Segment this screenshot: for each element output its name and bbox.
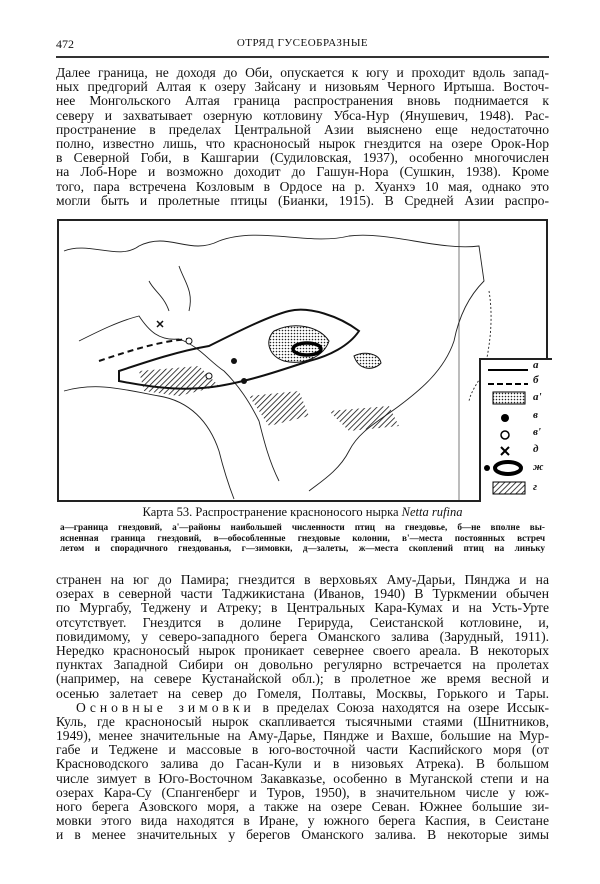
text-line: ного берега Азовского моря, а также на озере Севан. Южнее большие зи- (56, 799, 549, 814)
text-line: мовки этого вида находятся в Иране, у южного берега Каспия, в Сеистане (56, 813, 549, 829)
legend-label: ж (533, 461, 544, 473)
map-legend (479, 358, 552, 502)
page-number: 472 (56, 37, 74, 51)
legend-label: а (533, 359, 539, 371)
text-line: повидимому, у северо-западного берега Оманского залива (Зарудный, 1911). (56, 628, 549, 644)
text-line: пространение в пределах Центральной Азии выяснено еще недостаточно (56, 121, 549, 137)
wintering-area (139, 366, 219, 396)
text-line: северу и захватывает озерную котловину Убса-Нур (Янушевич, 1948). Рас- (56, 107, 549, 123)
text-line: габе и Теджене и массовые в юго-восточной части Каспийского моря (от (56, 742, 549, 758)
text-line: в Северной Гоби, в Кашгарии (Судиловская, 1937), особенно многочислен (56, 150, 549, 166)
coastline-africa (64, 387, 234, 499)
text-line: (например, на севере Кустанайской обл.); в пролетное же время весной и (56, 671, 549, 687)
text-line: полно, известно лишь, что красноносый нырок гнездится на озере Орок-Нор (56, 135, 549, 151)
text-line: Куль, где красноносый нырок скапливается тысячными стаями (Шнитников, (56, 713, 549, 729)
text-span: в пределах Союза находятся на озере Иссык- (254, 699, 549, 715)
text-line: числе зимует в Юго-Восточном Закавказье, особенно в Муганской степи и на (56, 770, 549, 786)
coastline-north (64, 235, 484, 491)
legend-symbols (483, 362, 533, 502)
vagrant-cross (157, 321, 163, 327)
legend-label: д (533, 443, 539, 455)
wintering-area (329, 406, 399, 431)
high-density-area (354, 353, 381, 368)
map-caption-title (60, 505, 545, 520)
header-rule (56, 56, 549, 58)
stippled-area-icon (493, 392, 525, 404)
text-line (56, 701, 549, 715)
text-line: странен на юг до Памира; гнездится в верховьях Аму-Дарьи, Пянджа и на (56, 572, 549, 587)
ring-icon (495, 462, 521, 474)
occurrence-circle (186, 338, 192, 344)
text-line: пунктах Западной Сибири он довольно регулярно встречается на пролетах (56, 657, 549, 673)
dot-icon (484, 465, 490, 471)
text-line: озерах Кара-Су (Спангенберг и Туров, 1950), в значительном числе у юж- (56, 784, 549, 800)
legend-label: г (533, 481, 538, 493)
legend-label: б (533, 374, 539, 386)
caption-line: ясненная граница гнездовий, в—обособленные гнездовые колонии, в'—места постоянных встреч (60, 532, 545, 543)
running-title: ОТРЯД ГУСЕОБРАЗНЫЕ (236, 37, 369, 49)
text-line: Красноводского залива до Гасан-Кули и в низовьях Атрека). В большом (56, 756, 549, 772)
open-circle-icon (501, 431, 509, 439)
text-line: нее Монгольского Алтая граница распространения вновь поднимается к (56, 93, 549, 109)
hatched-area-icon (493, 482, 525, 494)
text-line: Нередко красноносый нырок проникает севернее своего ареала. В некоторых (56, 642, 549, 658)
text-line: отсутствует. Гнездится в долине Герируда, Сеистанской котловине, и, (56, 614, 549, 630)
text-line: могли быть и пролетные птицы (Бианки, 1915). В Средней Азии распро- (56, 192, 549, 208)
map-caption-legend (60, 522, 545, 554)
wintering-area (249, 391, 309, 426)
legend-label: в' (533, 426, 541, 438)
legend-label: а' (533, 391, 542, 403)
half-filled-circle-icon (501, 414, 509, 422)
text-line: того, пара встречена Козловым в Ордосе на р. Хуанхэ 10 мая, однако это (56, 178, 549, 194)
caption-line: летом и спорадичного гнездованья, г—зимовки, д—залеты, ж—места скоплений птиц на линьку (60, 543, 545, 553)
text-line: по Мургабу, Теджену и Атреку; в Центральных Кара-Кумах и на Усть-Урте (56, 600, 549, 616)
text-line: и в менее значительных у берегов Оманского залива. В некоторые зимы (56, 827, 549, 843)
colony-dot (241, 378, 247, 384)
text-line: на Лоб-Норе и возможно доходит до Гашун-Нора (Сушкин, 1938). Кроме (56, 164, 549, 180)
text-line: Далее граница, не доходя до Оби, опускается к югу и проходит вдоль запад- (56, 65, 549, 80)
spaced-term: Основные зимовки (76, 699, 255, 715)
species-name: Netta rufina (401, 505, 463, 519)
caption-line: а—граница гнездовий, а'—районы наибольшей численности птиц на гнездовье, б—не вполне вы- (60, 522, 545, 532)
colony-dot (231, 358, 237, 364)
coastline-scandinavia (149, 266, 190, 311)
text-line: озерах в северной части Таджикистана (Иванов, 1940) В Туркмении обычен (56, 586, 549, 602)
caption-text: Карта 53. Распространение красноносого нырка (142, 505, 402, 519)
bottom-paragraph (56, 573, 549, 843)
text-line: 1949), менее значительные на Аму-Дарье, Пяндже и Вахше, большие на Мур- (56, 728, 549, 744)
legend-label: в (533, 409, 538, 421)
uncertain-boundary (99, 339, 189, 361)
cross-icon (501, 447, 509, 455)
text-line: ных предгорий Алтая к озеру Зайсану и низовьям Черного Иртыша. Восточ- (56, 79, 549, 95)
occurrence-circle (206, 373, 212, 379)
top-paragraph (56, 66, 549, 208)
distribution-map (57, 219, 548, 502)
text-line: осенью залетает на север до Гомеля, Полтавы, Москвы, Горького и Тары. (56, 685, 549, 701)
map-drawing (59, 221, 546, 500)
